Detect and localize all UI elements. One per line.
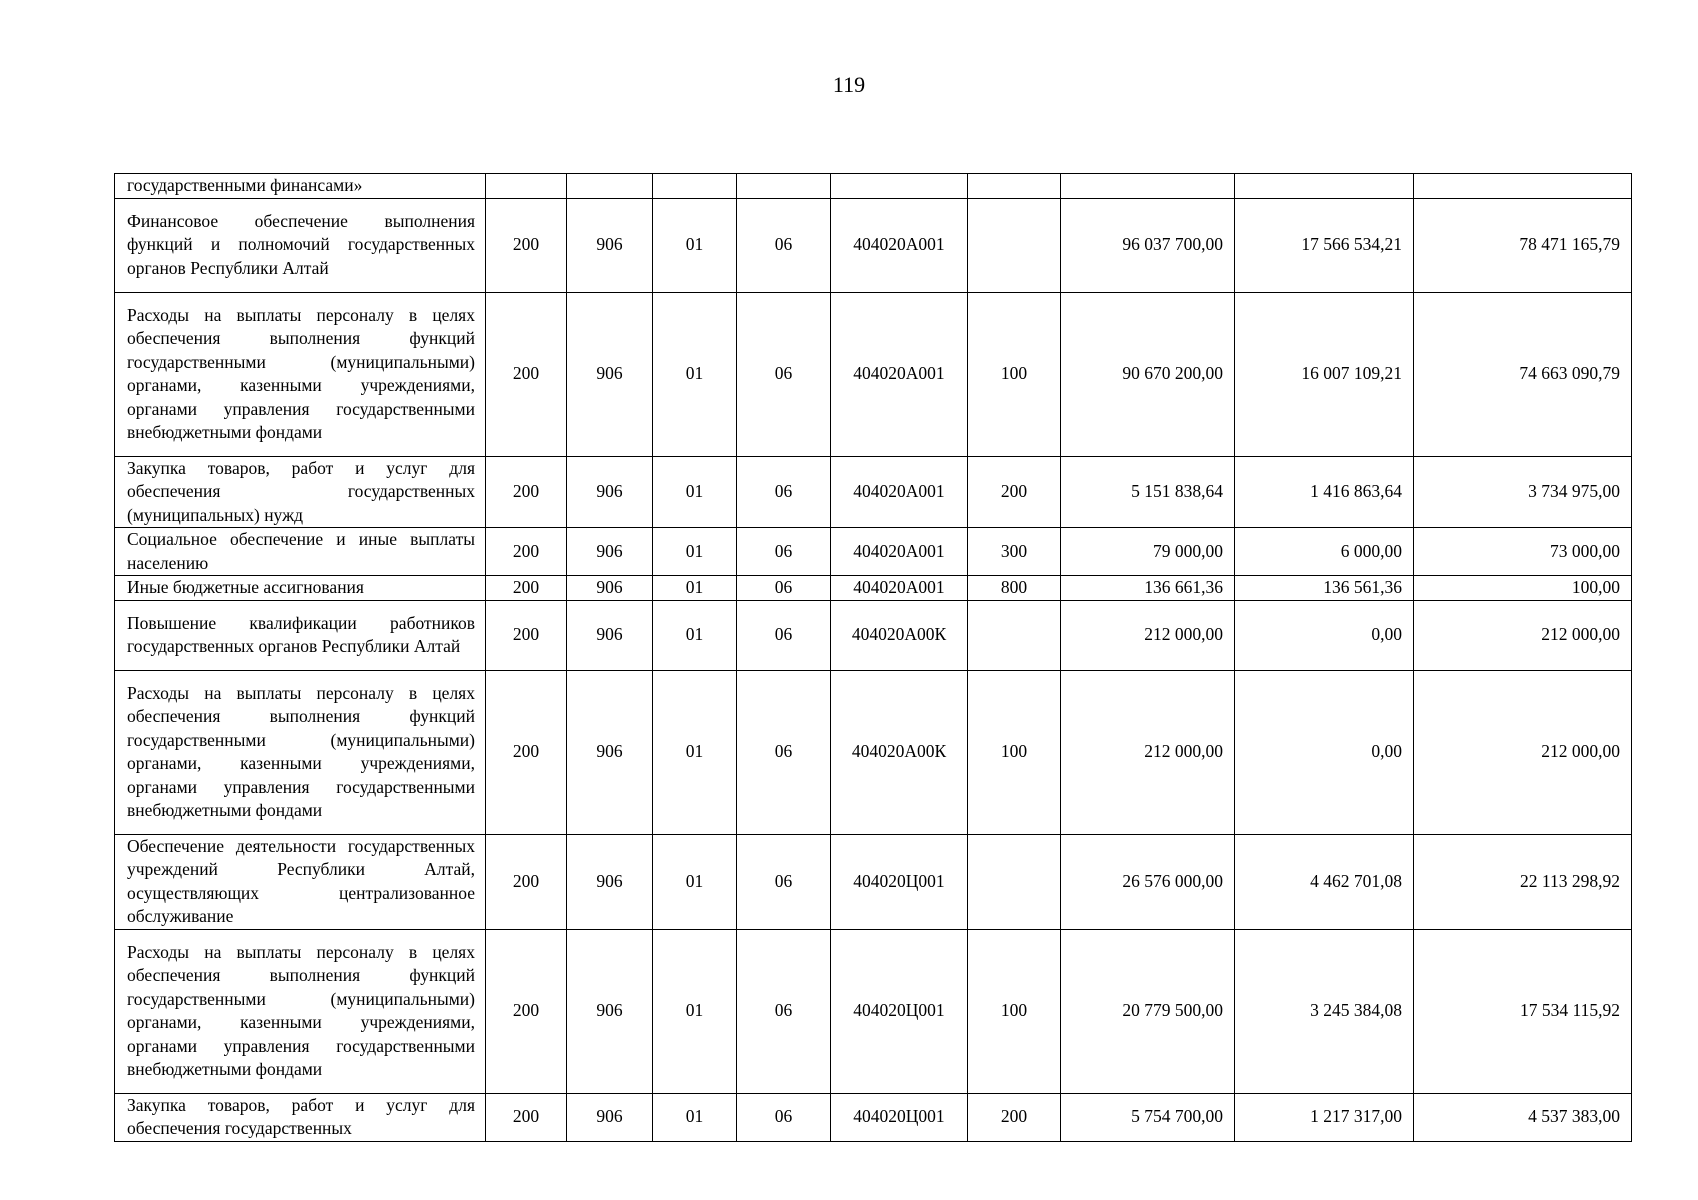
remaining-amount-cell: 3 734 975,00 [1414, 456, 1632, 528]
executed-amount-cell: 1 416 863,64 [1235, 456, 1414, 528]
target-article-cell: 404020Ц001 [831, 834, 968, 929]
table-row [115, 834, 1632, 929]
expense-type-cell [968, 198, 1061, 292]
gr-code-cell: 200 [486, 528, 567, 576]
executed-amount-cell: 136 561,36 [1235, 576, 1414, 601]
expense-name-cell: Обеспечение деятельности государственных учреждений Республики Алтай, осуществляющих централизованное обслуживание [115, 834, 486, 929]
department-code-cell: 906 [567, 670, 653, 834]
target-article-cell [831, 174, 968, 199]
section-code-cell: 01 [653, 576, 737, 601]
table-row [115, 174, 1632, 199]
remaining-amount-cell [1414, 174, 1632, 199]
page-number: 119 [832, 72, 866, 97]
department-code-cell: 906 [567, 528, 653, 576]
remaining-amount-cell: 74 663 090,79 [1414, 292, 1632, 456]
expense-type-cell [968, 600, 1061, 670]
section-code-cell: 01 [653, 292, 737, 456]
expense-type-cell: 100 [968, 292, 1061, 456]
remaining-amount-cell: 212 000,00 [1414, 670, 1632, 834]
gr-code-cell: 200 [486, 929, 567, 1093]
executed-amount-cell: 0,00 [1235, 670, 1414, 834]
gr-code-cell: 200 [486, 834, 567, 929]
expense-name-cell: Повышение квалификации работников государственных органов Республики Алтай [115, 600, 486, 670]
gr-code-cell: 200 [486, 576, 567, 601]
subsection-code-cell: 06 [737, 670, 831, 834]
approved-amount-cell: 212 000,00 [1061, 670, 1235, 834]
expense-name-cell: государственными финансами» [115, 174, 486, 199]
executed-amount-cell: 3 245 384,08 [1235, 929, 1414, 1093]
subsection-code-cell: 06 [737, 600, 831, 670]
executed-amount-cell: 4 462 701,08 [1235, 834, 1414, 929]
section-code-cell: 01 [653, 834, 737, 929]
subsection-code-cell [737, 174, 831, 199]
department-code-cell: 906 [567, 292, 653, 456]
expense-name-cell: Иные бюджетные ассигнования [115, 576, 486, 601]
target-article-cell: 404020Ц001 [831, 1093, 968, 1141]
section-code-cell: 01 [653, 929, 737, 1093]
expense-type-cell: 800 [968, 576, 1061, 601]
department-code-cell: 906 [567, 929, 653, 1093]
approved-amount-cell: 136 661,36 [1061, 576, 1235, 601]
budget-execution-table [114, 173, 1632, 1142]
gr-code-cell: 200 [486, 456, 567, 528]
gr-code-cell: 200 [486, 600, 567, 670]
approved-amount-cell [1061, 174, 1235, 199]
expense-name-cell: Социальное обеспечение и иные выплаты населению [115, 528, 486, 576]
department-code-cell: 906 [567, 600, 653, 670]
target-article-cell: 404020А001 [831, 528, 968, 576]
target-article-cell: 404020А001 [831, 456, 968, 528]
department-code-cell: 906 [567, 456, 653, 528]
target-article-cell: 404020А001 [831, 576, 968, 601]
approved-amount-cell: 5 151 838,64 [1061, 456, 1235, 528]
executed-amount-cell: 17 566 534,21 [1235, 198, 1414, 292]
section-code-cell: 01 [653, 528, 737, 576]
executed-amount-cell [1235, 174, 1414, 199]
expense-type-cell: 100 [968, 929, 1061, 1093]
subsection-code-cell: 06 [737, 528, 831, 576]
section-code-cell [653, 174, 737, 199]
expense-name-cell: Закупка товаров, работ и услуг для обеспечения государственных (муниципальных) нужд [115, 456, 486, 528]
expense-type-cell: 200 [968, 1093, 1061, 1141]
department-code-cell: 906 [567, 1093, 653, 1141]
section-code-cell: 01 [653, 600, 737, 670]
approved-amount-cell: 90 670 200,00 [1061, 292, 1235, 456]
section-code-cell: 01 [653, 198, 737, 292]
expense-type-cell: 200 [968, 456, 1061, 528]
remaining-amount-cell: 100,00 [1414, 576, 1632, 601]
section-code-cell: 01 [653, 456, 737, 528]
expense-type-cell: 300 [968, 528, 1061, 576]
target-article-cell: 404020А00К [831, 600, 968, 670]
expense-type-cell [968, 834, 1061, 929]
department-code-cell: 906 [567, 576, 653, 601]
subsection-code-cell: 06 [737, 834, 831, 929]
remaining-amount-cell: 78 471 165,79 [1414, 198, 1632, 292]
approved-amount-cell: 20 779 500,00 [1061, 929, 1235, 1093]
subsection-code-cell: 06 [737, 1093, 831, 1141]
table-row [115, 528, 1632, 576]
department-code-cell: 906 [567, 834, 653, 929]
approved-amount-cell: 79 000,00 [1061, 528, 1235, 576]
remaining-amount-cell: 22 113 298,92 [1414, 834, 1632, 929]
subsection-code-cell: 06 [737, 292, 831, 456]
subsection-code-cell: 06 [737, 456, 831, 528]
table-row [115, 198, 1632, 292]
target-article-cell: 404020А00К [831, 670, 968, 834]
approved-amount-cell: 96 037 700,00 [1061, 198, 1235, 292]
approved-amount-cell: 5 754 700,00 [1061, 1093, 1235, 1141]
executed-amount-cell: 6 000,00 [1235, 528, 1414, 576]
expense-type-cell [968, 174, 1061, 199]
gr-code-cell: 200 [486, 198, 567, 292]
remaining-amount-cell: 212 000,00 [1414, 600, 1632, 670]
remaining-amount-cell: 17 534 115,92 [1414, 929, 1632, 1093]
executed-amount-cell: 16 007 109,21 [1235, 292, 1414, 456]
expense-name-cell: Финансовое обеспечение выполнения функций и полномочий государственных органов Республики Алтай [115, 198, 486, 292]
table-row [115, 1093, 1632, 1141]
gr-code-cell: 200 [486, 292, 567, 456]
section-code-cell: 01 [653, 1093, 737, 1141]
table-row [115, 670, 1632, 834]
department-code-cell: 906 [567, 198, 653, 292]
approved-amount-cell: 212 000,00 [1061, 600, 1235, 670]
subsection-code-cell: 06 [737, 198, 831, 292]
target-article-cell: 404020Ц001 [831, 929, 968, 1093]
gr-code-cell: 200 [486, 1093, 567, 1141]
section-code-cell: 01 [653, 670, 737, 834]
expense-name-cell: Расходы на выплаты персоналу в целях обеспечения выполнения функций государственными (муниципальными) органами, казенными учреждениями, органами управления государственными внебюджетными фондами [115, 929, 486, 1093]
table-row [115, 600, 1632, 670]
approved-amount-cell: 26 576 000,00 [1061, 834, 1235, 929]
subsection-code-cell: 06 [737, 576, 831, 601]
expense-type-cell: 100 [968, 670, 1061, 834]
expense-name-cell: Расходы на выплаты персоналу в целях обеспечения выполнения функций государственными (муниципальными) органами, казенными учреждениями, органами управления государственными внебюджетными фондами [115, 670, 486, 834]
target-article-cell: 404020А001 [831, 292, 968, 456]
table-row [115, 929, 1632, 1093]
subsection-code-cell: 06 [737, 929, 831, 1093]
gr-code-cell [486, 174, 567, 199]
table-row [115, 292, 1632, 456]
remaining-amount-cell: 4 537 383,00 [1414, 1093, 1632, 1141]
table-row [115, 456, 1632, 528]
department-code-cell [567, 174, 653, 199]
target-article-cell: 404020А001 [831, 198, 968, 292]
executed-amount-cell: 1 217 317,00 [1235, 1093, 1414, 1141]
table-row [115, 576, 1632, 601]
gr-code-cell: 200 [486, 670, 567, 834]
expense-name-cell: Расходы на выплаты персоналу в целях обеспечения выполнения функций государственными (муниципальными) органами, казенными учреждениями, органами управления государственными внебюджетными фондами [115, 292, 486, 456]
remaining-amount-cell: 73 000,00 [1414, 528, 1632, 576]
expense-name-cell: Закупка товаров, работ и услуг для обеспечения государственных [115, 1093, 486, 1141]
executed-amount-cell: 0,00 [1235, 600, 1414, 670]
